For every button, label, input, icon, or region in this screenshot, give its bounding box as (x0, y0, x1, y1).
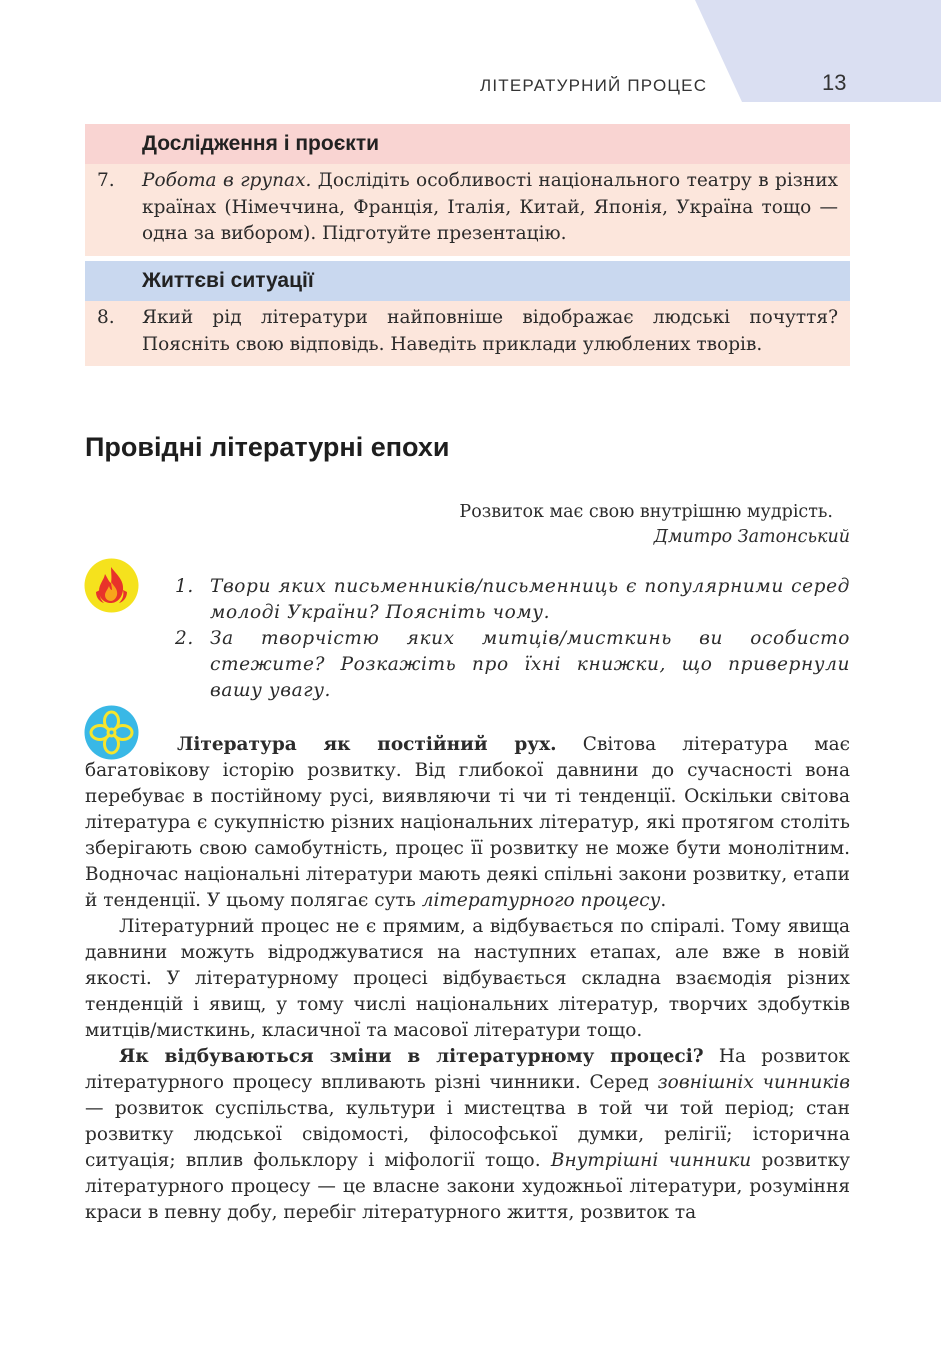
paragraph: Літературний процес не є прямим, а відбувається по спіралі. Тому явища давнини можуть відроджуватися на наступних етапах, але вже в новій якості. У літературному процесі відбувається складна взаємодія різних тенденцій і явищ, у тому числі національних літератур, творчих здобутків митців/мисткинь, класичної та масової літератури тощо. (85, 916, 850, 1041)
question-text: Твори яких письменників/письменниць є популярними серед молоді України? Поясніть чому. (210, 576, 850, 623)
term: літературного процесу (421, 890, 661, 911)
term: зовнішніх чинників (657, 1072, 850, 1093)
task-number: 8. (97, 307, 115, 328)
task-body: Який рід літератури найповніше відображає людські почуття? Поясніть свою відповідь. Наведіть приклади улюблених творів. (142, 307, 838, 355)
paragraph (85, 1044, 850, 1226)
life-situations-box (85, 261, 850, 366)
paragraph-text: . (660, 890, 667, 911)
paragraph-lead: Література як постійний рух. (177, 734, 557, 755)
life-situations-heading: Життєві ситуації (85, 261, 850, 301)
question-number: 2. (175, 628, 194, 649)
task-text (142, 168, 838, 248)
life-task (85, 301, 850, 366)
paragraph-text: На розвиток літературного процесу впливають різні чинники. Серед (85, 1046, 850, 1093)
page-number: 13 (822, 70, 847, 95)
questions-list (175, 574, 850, 704)
fire-icon (84, 558, 139, 613)
task-body: Дослідіть особливості національного театру в різних країнах (Німеччина, Франція, Італія, Китай, Японія, Україна тощо — одна за вибором). Підготуйте презентацію. (142, 170, 838, 244)
list-item (175, 626, 850, 704)
paragraph (85, 732, 850, 914)
term: Внутрішні чинники (550, 1150, 752, 1171)
page-corner-decoration (0, 0, 941, 105)
main-text (85, 732, 850, 1226)
question-text: За творчістю яких митців/мисткинь ви особисто стежите? Розкажіть про їхні книжки, що привернули вашу увагу. (210, 628, 850, 701)
question-number: 1. (175, 576, 194, 597)
task-number: 7. (97, 170, 115, 191)
section-title: Провідні літературні епохи (85, 432, 450, 462)
research-box (85, 124, 850, 256)
epigraph-author: Дмитро Затонський (653, 527, 850, 547)
task-lead: Робота в групах. (142, 170, 312, 191)
epigraph (300, 500, 850, 550)
epigraph-quote: Розвиток має свою внутрішню мудрість. (459, 502, 833, 522)
paragraph-lead: Як відбуваються зміни в літературному процесі? (119, 1046, 704, 1067)
paragraph-text: — розвиток суспільства, культури і мистецтва в той чи той період; стан розвитку людської свідомості, філософської думки, релігії; історична ситуація; вплив фольклору і міфології тощо. (85, 1098, 850, 1171)
research-task (85, 164, 850, 256)
paragraph-text: розвитку літературного процесу — це власне закони художньої літератури, розуміння краси в певну добу, перебіг літературного життя, розвиток та (85, 1150, 850, 1223)
research-heading: Дослідження і проєкти (85, 124, 850, 164)
list-item (175, 574, 850, 626)
running-title: ЛІТЕРАТУРНИЙ ПРОЦЕС (480, 76, 708, 95)
paragraph-text: Світова література має багатовікову історію розвитку. Від глибокої давнини до сучасності вона перебуває в постійному русі, виявляючи ті чи ті тенденції. Оскільки світова література є сукупністю різних національних літератур, які протягом століть зберігають свою самобутність, процес її розвитку не може бути монолітним. Водночас національні літератури мають деякі спільні закони розвитку, етапи й тенденції. У цьому полягає суть (85, 734, 850, 911)
